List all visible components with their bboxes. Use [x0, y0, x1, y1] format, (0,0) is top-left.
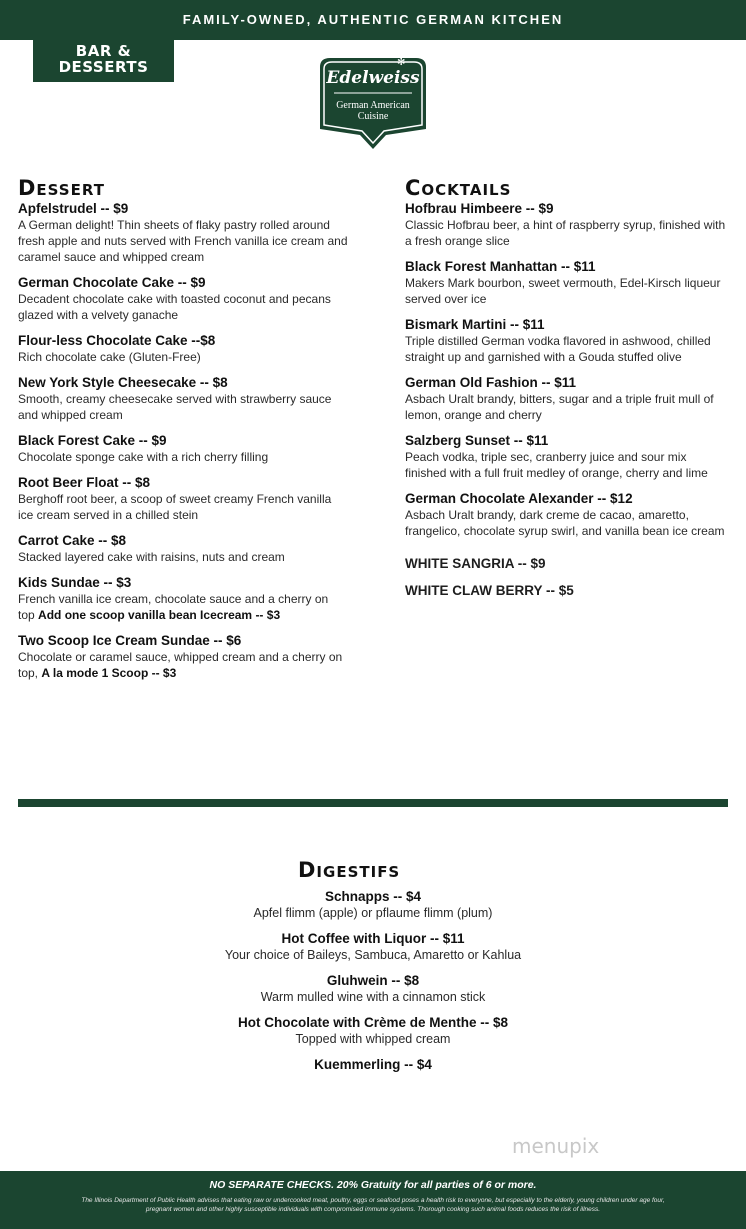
item-description: Asbach Uralt brandy, bitters, sugar and a triple fruit mull of lemon, orange and cherry — [405, 392, 714, 422]
item-description — [18, 649, 348, 681]
logo-subtitle-line-2: Cuisine — [357, 111, 389, 122]
menu-item — [18, 332, 348, 365]
item-title: New York Style Cheesecake -- $8 — [18, 375, 228, 390]
item-title: Bismark Martini -- $11 — [405, 317, 545, 332]
item-description: Berghoff root beer, a scoop of sweet creamy French vanilla ice cream served in a chilled stein — [18, 492, 332, 522]
menu-item — [160, 1056, 586, 1073]
item-description: Topped with whipped cream — [295, 1032, 451, 1046]
item-description: Your choice of Baileys, Sambuca, Amaretto or Kahlua — [224, 948, 522, 962]
item-title: Kids Sundae -- $3 — [18, 575, 132, 590]
dessert-section — [18, 176, 348, 690]
item-description — [18, 591, 348, 623]
item-title: Carrot Cake -- $8 — [18, 533, 127, 548]
footer-notice: NO SEPARATE CHECKS. 20% Gratuity for all parties of 6 or more. — [209, 1179, 537, 1191]
plain-menu-item: WHITE CLAW BERRY -- $5 — [405, 583, 574, 598]
item-title: Kuemmerling -- $4 — [314, 1057, 432, 1072]
menu-item — [18, 274, 348, 323]
item-title: German Chocolate Cake -- $9 — [18, 275, 206, 290]
bar-desserts-badge — [33, 40, 174, 82]
item-title: Root Beer Float -- $8 — [18, 475, 151, 490]
menu-item — [405, 374, 730, 423]
item-description: Stacked layered cake with raisins, nuts and cream — [18, 550, 285, 564]
item-title: Hofbrau Himbeere -- $9 — [405, 201, 554, 216]
item-title: Hot Chocolate with Crème de Menthe -- $8 — [237, 1015, 509, 1030]
menu-item — [18, 574, 348, 623]
watermark: menupix — [512, 1134, 600, 1158]
item-title: Salzberg Sunset -- $11 — [405, 433, 549, 448]
menu-item — [160, 1014, 586, 1047]
item-description: Triple distilled German vodka flavored in ashwood, chilled straight up and garnished with a Gouda stuffed olive — [405, 334, 711, 364]
item-description: Makers Mark bourbon, sweet vermouth, Edel-Kirsch liqueur served over ice — [405, 276, 721, 306]
menu-item — [18, 474, 348, 523]
menu-item — [18, 432, 348, 465]
item-title: German Chocolate Alexander -- $12 — [405, 491, 633, 506]
menu-item — [405, 200, 730, 249]
footer-fine-print: The Illinois Department of Public Health advises that eating raw or undercooked meat, poultry, eggs or seafood poses a health risk to everyone, but especially to the elderly, young children under age four, pregnant women and other highly susceptible individuals with compromised immune systems. Thorough cooking such animal foods reduces the risk of illness. — [81, 1197, 665, 1213]
menu-item — [405, 432, 730, 481]
item-title: Two Scoop Ice Cream Sundae -- $6 — [18, 633, 242, 648]
logo-subtitle — [314, 100, 432, 122]
edelweiss-logo — [314, 55, 432, 151]
item-description: Warm mulled wine with a cinnamon stick — [260, 990, 486, 1004]
item-addon: Add one scoop vanilla bean Icecream -- $3 — [38, 608, 281, 622]
badge-line-2: DESSERTS — [58, 58, 149, 76]
item-title: German Old Fashion -- $11 — [405, 375, 577, 390]
item-description: Chocolate sponge cake with a rich cherry filling — [18, 450, 269, 464]
item-description: Classic Hofbrau beer, a hint of raspberry syrup, finished with a fresh orange slice — [405, 218, 726, 248]
digestifs-title: Digestifs — [298, 858, 401, 882]
item-description: Decadent chocolate cake with toasted coconut and pecans glazed with a velvety ganache — [18, 292, 331, 322]
item-description: Apfel flimm (apple) or pflaume flimm (plum) — [253, 906, 493, 920]
item-description-text: French vanilla ice cream, chocolate sauce and a cherry on top — [18, 592, 329, 622]
plain-menu-item: WHITE SANGRIA -- $9 — [405, 556, 546, 571]
menu-item — [18, 532, 348, 565]
edelweiss-flower-icon: ✻ — [397, 57, 406, 68]
badge-line-1: BAR & — [75, 42, 132, 60]
logo-subtitle-line-1: German American — [336, 100, 410, 111]
menu-item — [405, 316, 730, 365]
logo-name: Edelweiss — [326, 68, 420, 88]
item-addon: A la mode 1 Scoop -- $3 — [41, 666, 177, 680]
item-description-text: Chocolate or caramel sauce, whipped cream and a cherry on top, — [18, 650, 343, 680]
menu-item — [18, 632, 348, 681]
menu-item — [160, 888, 586, 921]
menu-item — [405, 490, 730, 539]
menu-item — [18, 200, 348, 265]
item-title: Flour-less Chocolate Cake --$8 — [18, 333, 216, 348]
item-title: Gluhwein -- $8 — [326, 973, 420, 988]
item-description: Asbach Uralt brandy, dark creme de cacao, amaretto, frangelico, chocolate syrup swirl, and vanilla bean ice cream — [405, 508, 725, 538]
item-title: Black Forest Manhattan -- $11 — [405, 259, 596, 274]
menu-item — [405, 258, 730, 307]
item-title: Black Forest Cake -- $9 — [18, 433, 167, 448]
cocktails-section — [405, 176, 730, 609]
item-description: Peach vodka, triple sec, cranberry juice and sour mix finished with a full fruit medley of orange, cherry and lime — [405, 450, 708, 480]
item-description: Smooth, creamy cheesecake served with strawberry sauce and whipped cream — [18, 392, 332, 422]
item-description: A German delight! Thin sheets of flaky pastry rolled around fresh apple and nuts served with French vanilla ice cream and caramel sauce and whipped cream — [18, 218, 348, 264]
section-divider — [18, 799, 728, 807]
menu-item — [160, 930, 586, 963]
tagline: FAMILY-OWNED, AUTHENTIC GERMAN KITCHEN — [182, 12, 564, 27]
footer — [0, 1171, 746, 1229]
item-title: Schnapps -- $4 — [324, 889, 422, 904]
item-title: Apfelstrudel -- $9 — [18, 201, 129, 216]
item-description: Rich chocolate cake (Gluten-Free) — [18, 350, 201, 364]
digestifs-section — [160, 858, 586, 1082]
menu-item — [160, 972, 586, 1005]
menu-item — [18, 374, 348, 423]
cocktails-title: Cocktails — [405, 176, 512, 200]
item-title: Hot Coffee with Liquor -- $11 — [281, 931, 465, 946]
dessert-title: Dessert — [18, 176, 105, 200]
